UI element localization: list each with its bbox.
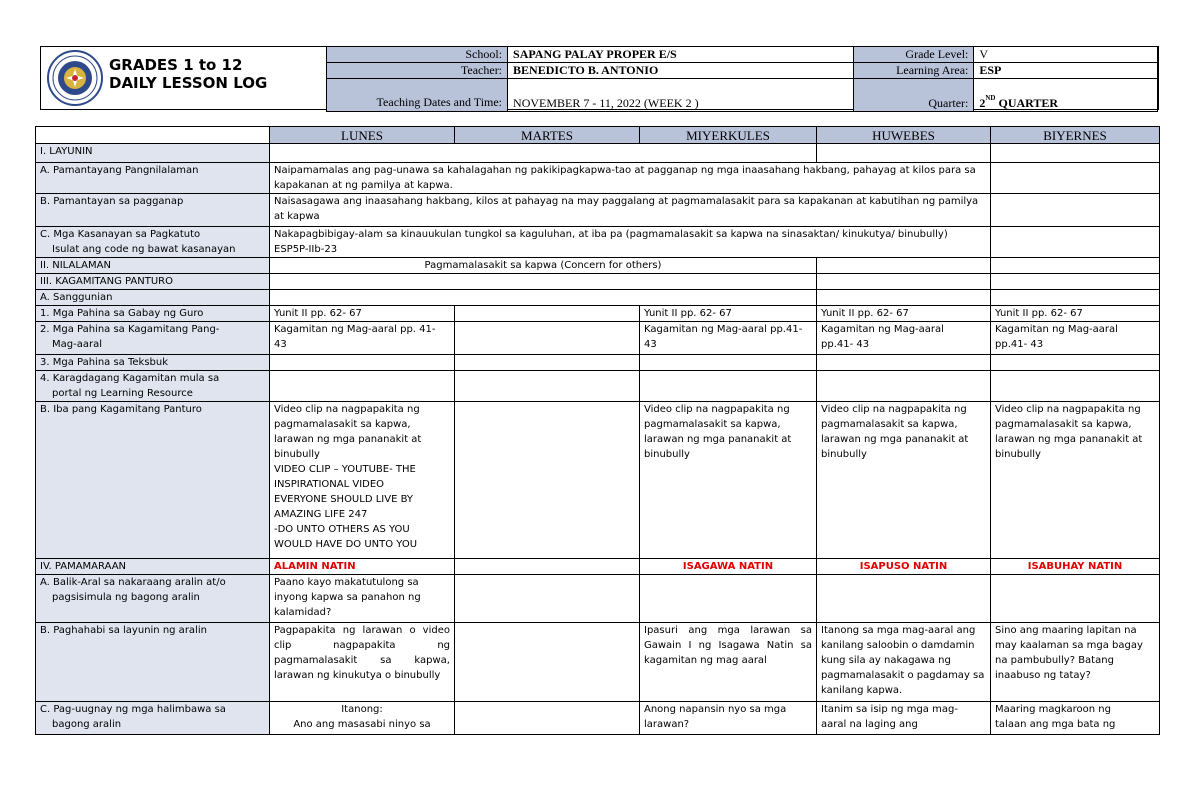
teaching-dates-label: Teaching Dates and Time: xyxy=(327,79,508,112)
pagganap-biyernes-cell xyxy=(991,194,1160,227)
karagdagang-label-line1: 4. Karagdagang Kagamitan mula sa xyxy=(40,373,220,384)
quarter-number: 2 xyxy=(979,96,986,110)
nilalaman-biyernes-cell xyxy=(991,258,1160,274)
table-row xyxy=(36,274,1160,290)
layunin-biyernes-cell xyxy=(991,144,1160,163)
balik-label-line1: A. Balik-Aral sa nakaraang aralin at/o xyxy=(40,577,226,588)
row-label-pamantayang: A. Pamantayang Pangnilalaman xyxy=(36,163,270,194)
kasanayan-label-line2: Isulat ang code ng bawat kasanayan xyxy=(52,244,236,255)
row-label-sanggunian: A. Sanggunian xyxy=(36,290,270,306)
table-row xyxy=(36,227,1160,258)
paghahabi-huwebes-cell: Itanong sa mga mag-aaral ang kanilang saloobin o damdamin kung sila ay nakagawa ng pagmamalasakit o pagdamay sa kanilang kapwa. xyxy=(817,623,991,702)
pag-uugnay-martes-cell xyxy=(455,702,640,735)
paghahabi-miyerkules-cell: Ipasuri ang mga larawan sa Gawain I ng Isagawa Natin sa kagamitan ng mag aaral xyxy=(640,623,817,702)
layunin-huwebes-cell xyxy=(817,144,991,163)
grade-level-label: Grade Level: xyxy=(853,47,974,63)
pag-uugnay-biyernes-cell: Maaring magkaroon ng talaan ang mga bata ng xyxy=(991,702,1160,735)
row-label-balik-aral xyxy=(36,575,270,623)
kagamitan-biyernes-cell xyxy=(991,274,1160,290)
teacher-value: BENEDICTO B. ANTONIO xyxy=(508,63,854,79)
table-row xyxy=(36,306,1160,322)
header-title-line2: DAILY LESSON LOG xyxy=(109,74,268,92)
header-info-table xyxy=(326,46,1158,112)
gabay-huwebes-cell: Yunit II pp. 62- 67 xyxy=(817,306,991,322)
row-label-iba-pang-kagamitan: B. Iba pang Kagamitang Panturo xyxy=(36,402,270,559)
kagamitang-huwebes-cell: Kagamitan ng Mag-aaral pp.41- 43 xyxy=(817,322,991,355)
school-label: School: xyxy=(327,47,508,63)
pag-uugnay-huwebes-cell: Itanim sa isip ng mga mag- aaral na laging ang xyxy=(817,702,991,735)
quarter-label: Quarter: xyxy=(853,79,974,112)
learning-area-label: Learning Area: xyxy=(853,63,974,79)
corner-cell xyxy=(36,127,270,144)
teaching-dates-value: NOVEMBER 7 - 11, 2022 (WEEK 2 ) xyxy=(508,79,854,112)
iba-lunes-cell: Video clip na nagpapakita ng pagmamalasakit sa kapwa, larawan ng mga pananakit at binubully VIDEO CLIP – YOUTUBE- THE INSPIRATIONAL VIDEO EVERYONE SHOULD LIVE BY AMAZING LIFE 247 -DO UNTO OTHERS AS YOU WOULD HAVE DO UNTO YOU xyxy=(270,402,455,559)
table-row xyxy=(36,144,1160,163)
kagamitan-cell xyxy=(270,274,817,290)
gabay-martes-cell xyxy=(455,306,640,322)
isapuso-natin-label: ISAPUSO NATIN xyxy=(817,559,991,575)
table-row xyxy=(36,402,1160,559)
table-row xyxy=(36,322,1160,355)
iba-biyernes-cell: Video clip na nagpapakita ng pagmamalasakit sa kapwa, larawan ng mga pananakit at binubully xyxy=(991,402,1160,559)
layunin-cell xyxy=(270,144,817,163)
kasanayan-cell: Nakapagbibigay-alam sa kinauukulan tungkol sa kaguluhan, at iba pa (pagmamalasakit sa kapwa na sinasaktan/ kinukutya/ binubully) ESP5P-IIb-23 xyxy=(270,227,991,258)
day-header-lunes: LUNES xyxy=(270,127,455,144)
table-row xyxy=(36,371,1160,402)
teksbuk-miyerkules-cell xyxy=(640,355,817,371)
table-row xyxy=(36,355,1160,371)
row-label-kagamitan: III. KAGAMITANG PANTURO xyxy=(36,274,270,290)
table-row xyxy=(36,623,1160,702)
paghahabi-biyernes-cell: Sino ang maaring lapitan na may kaalaman sa mga bagay na pambubully? Batang inaabuso ng tatay? xyxy=(991,623,1160,702)
day-header-row xyxy=(36,127,1160,144)
gabay-biyernes-cell: Yunit II pp. 62- 67 xyxy=(991,306,1160,322)
iba-martes-cell xyxy=(455,402,640,559)
grade-level-value: V xyxy=(974,47,1158,63)
kagamitan-huwebes-cell xyxy=(817,274,991,290)
header-title xyxy=(109,56,267,92)
pag-uugnay-lunes-line2: Ano ang masasabi ninyo sa xyxy=(293,719,431,730)
school-value: SAPANG PALAY PROPER E/S xyxy=(508,47,854,63)
day-header-biyernes: BIYERNES xyxy=(991,127,1160,144)
row-label-kagamitang-pang-mag-aaral xyxy=(36,322,270,355)
sanggunian-biyernes-cell xyxy=(991,290,1160,306)
day-header-huwebes: HUWEBES xyxy=(817,127,991,144)
sanggunian-cell xyxy=(270,290,817,306)
paghahabi-martes-cell xyxy=(455,623,640,702)
day-header-miyerkules: MIYERKULES xyxy=(640,127,817,144)
teksbuk-lunes-cell xyxy=(270,355,455,371)
pag-uugnay-label-line2: bagong aralin xyxy=(52,719,122,730)
pamantayang-cell: Naipamamalas ang pag-unawa sa kahalagahan ng pakikipagkapwa-tao at pagganap ng mga inaasahang hakbang, pahayag at kilos para sa kapakanan at ng pamilya at kapwa. xyxy=(270,163,991,194)
table-row xyxy=(36,258,1160,274)
header-title-line1: GRADES 1 to 12 xyxy=(109,56,243,74)
row-label-paghahabi: B. Paghahabi sa layunin ng aralin xyxy=(36,623,270,702)
table-row xyxy=(36,702,1160,735)
karagdagang-biyernes-cell xyxy=(991,371,1160,402)
pag-uugnay-miyerkules-cell: Anong napansin nyo sa mga larawan? xyxy=(640,702,817,735)
kagamitang-label-line2: Mag-aaral xyxy=(52,339,102,350)
isabuhay-natin-label: ISABUHAY NATIN xyxy=(991,559,1160,575)
pag-uugnay-lunes-line1: Itanong: xyxy=(341,704,383,715)
sanggunian-huwebes-cell xyxy=(817,290,991,306)
pag-uugnay-label-line1: C. Pag-uugnay ng mga halimbawa sa xyxy=(40,704,226,715)
table-row xyxy=(36,575,1160,623)
balik-huwebes-cell xyxy=(817,575,991,623)
balik-biyernes-cell xyxy=(991,575,1160,623)
karagdagang-miyerkules-cell xyxy=(640,371,817,402)
karagdagang-label-line2: portal ng Learning Resource xyxy=(52,388,193,399)
row-label-karagdagang xyxy=(36,371,270,402)
karagdagang-lunes-cell xyxy=(270,371,455,402)
pag-uugnay-lunes-cell xyxy=(270,702,455,735)
teksbuk-biyernes-cell xyxy=(991,355,1160,371)
row-label-gabay: 1. Mga Pahina sa Gabay ng Guro xyxy=(36,306,270,322)
pagganap-cell: Naisasagawa ang inaasahang hakbang, kilos at pahayag na may paggalang at pagmamalasakit para sa kapakanan at kabutihan ng pamilya at kapwa xyxy=(270,194,991,227)
nilalaman-cell: Pagmamalasakit sa kapwa (Concern for others) xyxy=(270,258,817,274)
balik-label-line2: pagsisimula ng bagong aralin xyxy=(52,592,200,603)
teksbuk-huwebes-cell xyxy=(817,355,991,371)
paghahabi-lunes-cell: Pagpapakita ng larawan o video clip nagpapakita ng pagmamalasakit sa kapwa, larawan ng kinukutya o binubully xyxy=(270,623,455,702)
kasanayan-label-line1: C. Mga Kasanayan sa Pagkatuto xyxy=(40,229,201,240)
table-row xyxy=(36,194,1160,227)
nilalaman-huwebes-cell xyxy=(817,258,991,274)
table-row xyxy=(36,559,1160,575)
gabay-miyerkules-cell: Yunit II pp. 62- 67 xyxy=(640,306,817,322)
quarter-text: QUARTER xyxy=(995,96,1059,110)
learning-area-value: ESP xyxy=(974,63,1158,79)
isagawa-natin-label: ISAGAWA NATIN xyxy=(640,559,817,575)
pamamaraan-martes-cell xyxy=(455,559,640,575)
deped-seal-logo xyxy=(45,49,105,107)
pamantayang-biyernes-cell xyxy=(991,163,1160,194)
alamin-natin-label: ALAMIN NATIN xyxy=(270,559,455,575)
quarter-superscript: ND xyxy=(985,94,996,102)
lesson-log-table xyxy=(35,126,1160,735)
row-label-layunin: I. LAYUNIN xyxy=(36,144,270,163)
balik-lunes-cell: Paano kayo makatutulong sa inyong kapwa sa panahon ng kalamidad? xyxy=(270,575,455,623)
kagamitang-martes-cell xyxy=(455,322,640,355)
karagdagang-huwebes-cell xyxy=(817,371,991,402)
iba-miyerkules-cell: Video clip na nagpapakita ng pagmamalasakit sa kapwa, larawan ng mga pananakit at binubully xyxy=(640,402,817,559)
row-label-pag-uugnay xyxy=(36,702,270,735)
karagdagang-martes-cell xyxy=(455,371,640,402)
quarter-value xyxy=(974,79,1158,112)
kagamitang-label-line1: 2. Mga Pahina sa Kagamitang Pang- xyxy=(40,324,220,335)
row-label-teksbuk: 3. Mga Pahina sa Teksbuk xyxy=(36,355,270,371)
balik-martes-cell xyxy=(455,575,640,623)
kagamitang-miyerkules-cell: Kagamitan ng Mag-aaral pp.41- 43 xyxy=(640,322,817,355)
lesson-log-header xyxy=(40,46,1159,110)
gabay-lunes-cell: Yunit II pp. 62- 67 xyxy=(270,306,455,322)
iba-huwebes-cell: Video clip na nagpapakita ng pagmamalasakit sa kapwa, larawan ng mga pananakit at binubully xyxy=(817,402,991,559)
kasanayan-biyernes-cell xyxy=(991,227,1160,258)
table-row xyxy=(36,163,1160,194)
balik-miyerkules-cell xyxy=(640,575,817,623)
table-row xyxy=(36,290,1160,306)
day-header-martes: MARTES xyxy=(455,127,640,144)
teacher-label: Teacher: xyxy=(327,63,508,79)
kagamitang-biyernes-cell: Kagamitan ng Mag-aaral pp.41- 43 xyxy=(991,322,1160,355)
kagamitang-lunes-cell: Kagamitan ng Mag-aaral pp. 41- 43 xyxy=(270,322,455,355)
row-label-kasanayan xyxy=(36,227,270,258)
row-label-nilalaman: II. NILALAMAN xyxy=(36,258,270,274)
row-label-pagganap: B. Pamantayan sa pagganap xyxy=(36,194,270,227)
row-label-pamamaraan: IV. PAMAMARAAN xyxy=(36,559,270,575)
teksbuk-martes-cell xyxy=(455,355,640,371)
